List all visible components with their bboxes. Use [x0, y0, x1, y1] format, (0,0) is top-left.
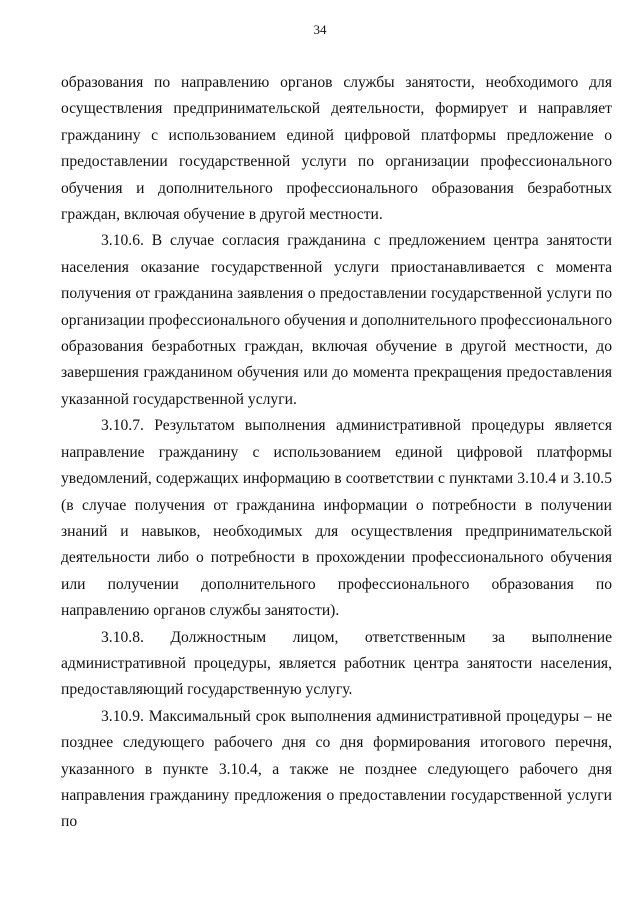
- paragraph-continuation: образования по направлению органов службы занятости, необходимого для осуществления предпринимательской деятельности, формирует и направляет гражданину с использованием единой цифровой платформы предложение о предоставлении государственной услуги по организации профессионального обучения и дополнительного профессионального образования безработных граждан, включая обучение в другой местности.: [61, 74, 612, 224]
- paragraph-3-10-9: 3.10.9. Максимальный срок выполнения административной процедуры – не позднее следующего рабочего дня со дня формирования итогового перечня, указанного в пункте 3.10.4, а также не позднее следующего рабочего дня направления гражданину предложения о предоставлении государственной услуги по: [61, 707, 612, 831]
- document-body: [61, 70, 612, 836]
- paragraph-3-10-8: 3.10.8. Должностным лицом, ответственным за выполнение административной процедуры, является работник центра занятости населения, предоставляющий государственную услугу.: [61, 628, 612, 699]
- page-number: 34: [313, 22, 327, 37]
- paragraph-3-10-6: 3.10.6. В случае согласия гражданина с предложением центра занятости населения оказание государственной услуги приостанавливается с момента получения от гражданина заявления о предоставлении государственной услуги по организации профессионального обучения и дополнительного профессионального образования безработных граждан, включая обучение в другой местности, до завершения гражданином обучения или до момента прекращения предоставления указанной государственной услуги.: [61, 232, 612, 408]
- paragraph-3-10-7: 3.10.7. Результатом выполнения административной процедуры является направление гражданину с использованием единой цифровой платформы уведомлений, содержащих информацию в соответствии с пунктами 3.10.4 и 3.10.5 (в случае получения от гражданина информации о потребности в получении знаний и навыков, необходимых для осуществления предпринимательской деятельности либо о потребности в прохождении профессионального обучения или получении дополнительного профессионального образования по направлению органов службы занятости).: [61, 417, 612, 620]
